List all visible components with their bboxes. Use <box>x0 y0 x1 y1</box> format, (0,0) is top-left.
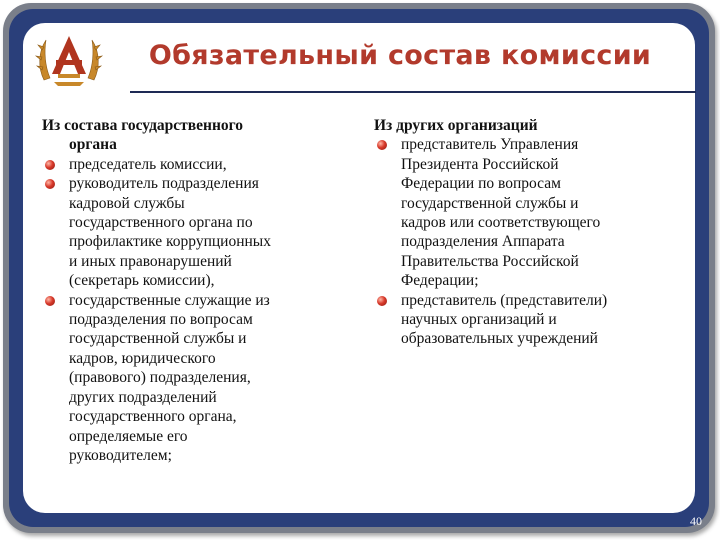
list-item-line: подразделения Аппарата <box>401 233 565 251</box>
list-item-line: Федерации по вопросам <box>401 175 561 193</box>
left-heading-line: Из состава государственного <box>42 117 244 134</box>
list-item-line: государственного органа по <box>69 214 253 232</box>
list-item-line: научных организаций и <box>401 311 557 329</box>
right-bullet-list <box>374 135 674 348</box>
list-item-line: кадров, юридического <box>69 349 216 367</box>
list-item-line: представитель (представители) <box>401 291 608 309</box>
list-item-line: государственной службы и <box>69 330 247 348</box>
list-item-line: и иных правонарушений <box>69 252 232 270</box>
list-item-line: определяемые его <box>69 427 188 445</box>
title-divider <box>130 91 696 93</box>
bullet-icon <box>45 179 55 189</box>
right-column-heading: Из других организаций <box>374 117 538 134</box>
right-column <box>374 116 674 349</box>
bullet-icon <box>45 296 55 306</box>
list-item <box>374 135 674 290</box>
list-item-line: других подразделений <box>69 388 217 406</box>
left-column-heading <box>42 116 342 155</box>
list-item <box>42 155 342 174</box>
list-item-line: руководитель подразделения <box>69 175 259 193</box>
list-item <box>374 291 674 349</box>
left-bullet-list <box>42 155 342 466</box>
slide-title: Обязательный состав комиссии <box>148 40 652 71</box>
list-item-line: представитель Управления <box>401 136 579 154</box>
list-item-line: Президента Российской <box>401 155 559 173</box>
bullet-icon <box>45 160 55 170</box>
list-item-line: (секретарь комиссии), <box>69 272 215 290</box>
list-item-line: Федерации; <box>401 272 479 290</box>
list-item-line: подразделения по вопросам <box>69 311 253 329</box>
list-item-line: профилактике коррупционных <box>69 233 271 251</box>
left-column <box>42 116 342 465</box>
list-item-line: образовательных учреждений <box>401 330 598 348</box>
list-item-line: государственного органа, <box>69 408 237 426</box>
list-item-line: кадровой службы <box>69 194 185 212</box>
list-item-line: руководителем; <box>69 446 172 464</box>
bullet-icon <box>377 140 387 150</box>
list-item <box>42 174 342 290</box>
left-heading-line: органа <box>69 136 117 154</box>
list-item-line: Правительства Российской <box>401 252 579 270</box>
bullet-icon <box>377 296 387 306</box>
emblem-logo <box>34 30 104 88</box>
list-item-line: председатель комиссии, <box>69 155 227 173</box>
list-item-line: кадров или соответствующего <box>401 214 601 232</box>
list-item-line: (правового) подразделения, <box>69 369 251 387</box>
list-item-line: государственной службы и <box>401 194 579 212</box>
page-number: 40 <box>690 514 702 528</box>
list-item-line: государственные служащие из <box>69 291 270 309</box>
list-item <box>42 291 342 466</box>
